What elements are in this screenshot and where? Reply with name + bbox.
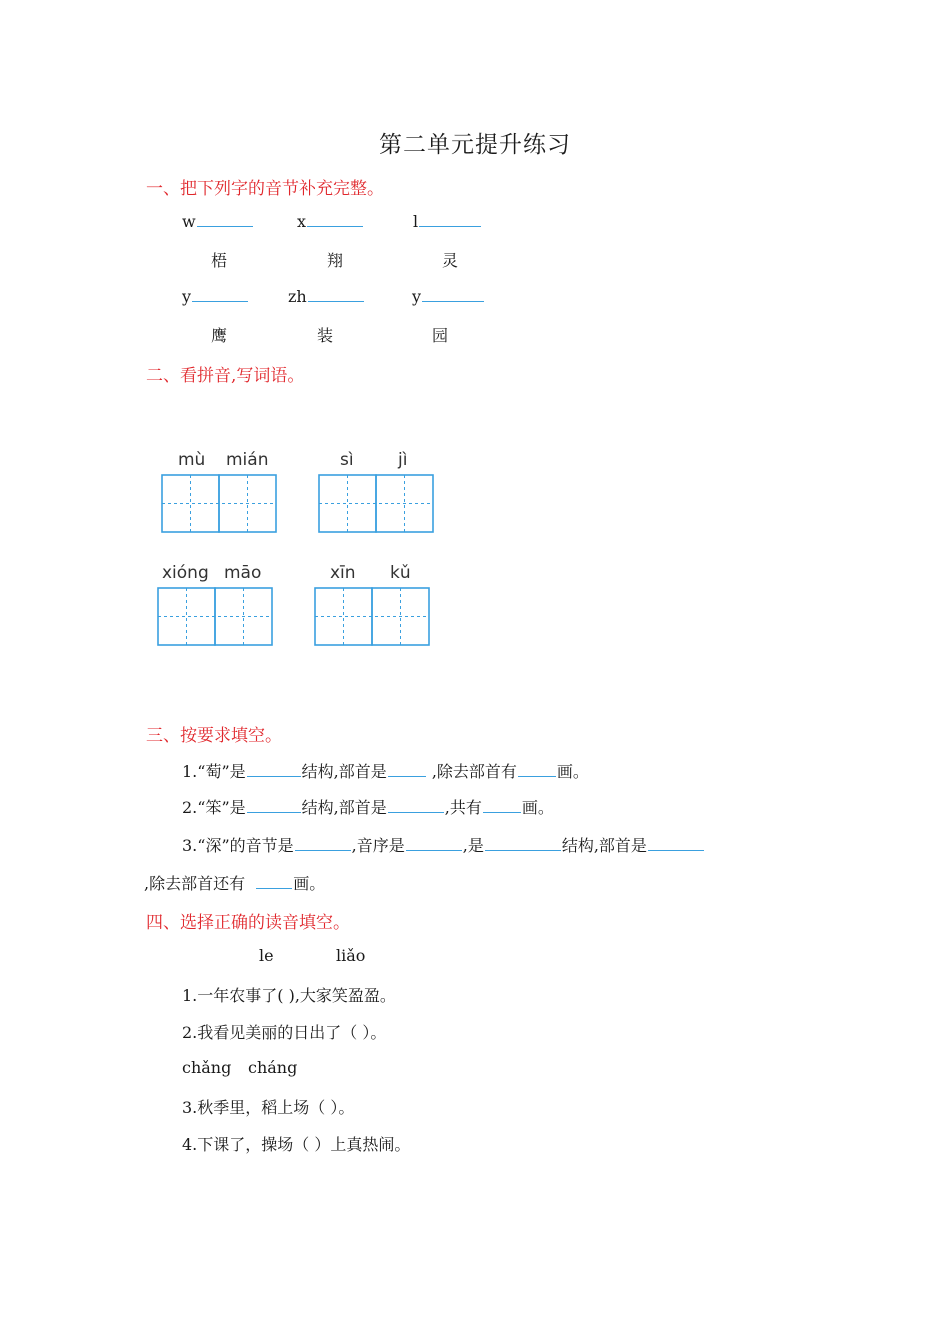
- syllable-blank[interactable]: [197, 212, 253, 227]
- question-4-3: 3.秋季里，稻上场（ ）。: [182, 1098, 355, 1117]
- syllable-item: [182, 212, 254, 231]
- question-3-3: [182, 833, 705, 856]
- question-text: 画。: [521, 798, 554, 817]
- character: 翔: [327, 251, 344, 270]
- question-3-1: [182, 759, 589, 782]
- question-4-2: 2.我看见美丽的日出了（ ）。: [182, 1023, 387, 1042]
- character: 灵: [442, 251, 459, 270]
- syllable-blank[interactable]: [422, 287, 484, 302]
- pinyin-label: māo: [224, 563, 262, 583]
- pinyin-option: cháng: [248, 1058, 298, 1077]
- pinyin-label: jì: [398, 450, 408, 470]
- answer-blank[interactable]: [648, 836, 704, 851]
- initial-label: l: [413, 212, 419, 231]
- answer-blank[interactable]: [256, 874, 292, 889]
- writing-grid[interactable]: [318, 474, 434, 532]
- writing-grid[interactable]: [161, 474, 277, 532]
- tian-zi-grid: [314, 587, 431, 646]
- answer-blank[interactable]: [247, 798, 301, 813]
- character: 鹰: [211, 326, 228, 345]
- question-text: 结构,部首是: [301, 798, 387, 817]
- pinyin-label: sì: [340, 450, 354, 470]
- pinyin-label: mián: [226, 450, 269, 470]
- answer-blank[interactable]: [247, 762, 301, 777]
- question-text: 结构,部首是: [301, 762, 387, 781]
- pinyin-option: le: [259, 946, 274, 965]
- answer-blank[interactable]: [518, 762, 556, 777]
- syllable-blank[interactable]: [308, 287, 364, 302]
- syllable-item: [182, 287, 249, 306]
- question-4-1: 1.一年农事了( ),大家笑盈盈。: [182, 986, 396, 1005]
- question-text: 3.“深”的音节是: [182, 836, 294, 855]
- tian-zi-grid: [157, 587, 274, 646]
- question-text: 画。: [293, 874, 326, 893]
- syllable-item: [413, 212, 482, 231]
- pinyin-label: mù: [178, 450, 206, 470]
- syllable-blank[interactable]: [192, 287, 248, 302]
- syllable-item: [412, 287, 485, 306]
- question-text: ,音序是: [351, 836, 405, 855]
- question-text: ,共有: [444, 798, 482, 817]
- initial-label: y: [412, 287, 422, 306]
- answer-blank[interactable]: [406, 836, 462, 851]
- pinyin-label: xióng: [162, 563, 209, 583]
- question-3-3-continued: [144, 871, 325, 894]
- section-1-heading: 一、把下列字的音节补充完整。: [146, 179, 384, 199]
- answer-blank[interactable]: [483, 798, 521, 813]
- answer-blank[interactable]: [485, 836, 561, 851]
- section-4-heading: 四、选择正确的读音填空。: [146, 913, 350, 933]
- initial-label: zh: [288, 287, 307, 306]
- character: 梧: [211, 251, 228, 270]
- pinyin-label: kǔ: [390, 563, 411, 583]
- question-3-2: [182, 795, 554, 818]
- character: 装: [317, 326, 334, 345]
- question-text: 2.“笨”是: [182, 798, 246, 817]
- question-text: ,是: [462, 836, 484, 855]
- question-4-4: 4.下课了，操场（ ）上真热闹。: [182, 1135, 411, 1154]
- pinyin-option: chǎng: [182, 1058, 232, 1077]
- question-text: 结构,部首是: [561, 836, 647, 855]
- pinyin-label: xīn: [330, 563, 356, 583]
- writing-grid[interactable]: [314, 587, 430, 645]
- answer-blank[interactable]: [388, 798, 444, 813]
- question-text: ,除去部首还有: [144, 874, 246, 893]
- syllable-blank[interactable]: [307, 212, 363, 227]
- initial-label: x: [297, 212, 307, 231]
- answer-blank[interactable]: [388, 762, 426, 777]
- syllable-blank[interactable]: [419, 212, 481, 227]
- initial-label: y: [182, 287, 192, 306]
- question-text: 画。: [556, 762, 589, 781]
- section-3-heading: 三、按要求填空。: [146, 726, 282, 746]
- writing-grid[interactable]: [157, 587, 273, 645]
- syllable-item: [297, 212, 364, 231]
- character: 园: [432, 326, 449, 345]
- pinyin-option: liǎo: [336, 946, 366, 965]
- initial-label: w: [182, 212, 196, 231]
- tian-zi-grid: [318, 474, 435, 533]
- tian-zi-grid: [161, 474, 278, 533]
- answer-blank[interactable]: [295, 836, 351, 851]
- page-title: 第二单元提升练习: [379, 132, 571, 158]
- syllable-item: [288, 287, 365, 306]
- question-text: ,除去部首有: [431, 762, 517, 781]
- section-2-heading: 二、看拼音,写词语。: [146, 366, 305, 386]
- question-text: 1.“萄”是: [182, 762, 246, 781]
